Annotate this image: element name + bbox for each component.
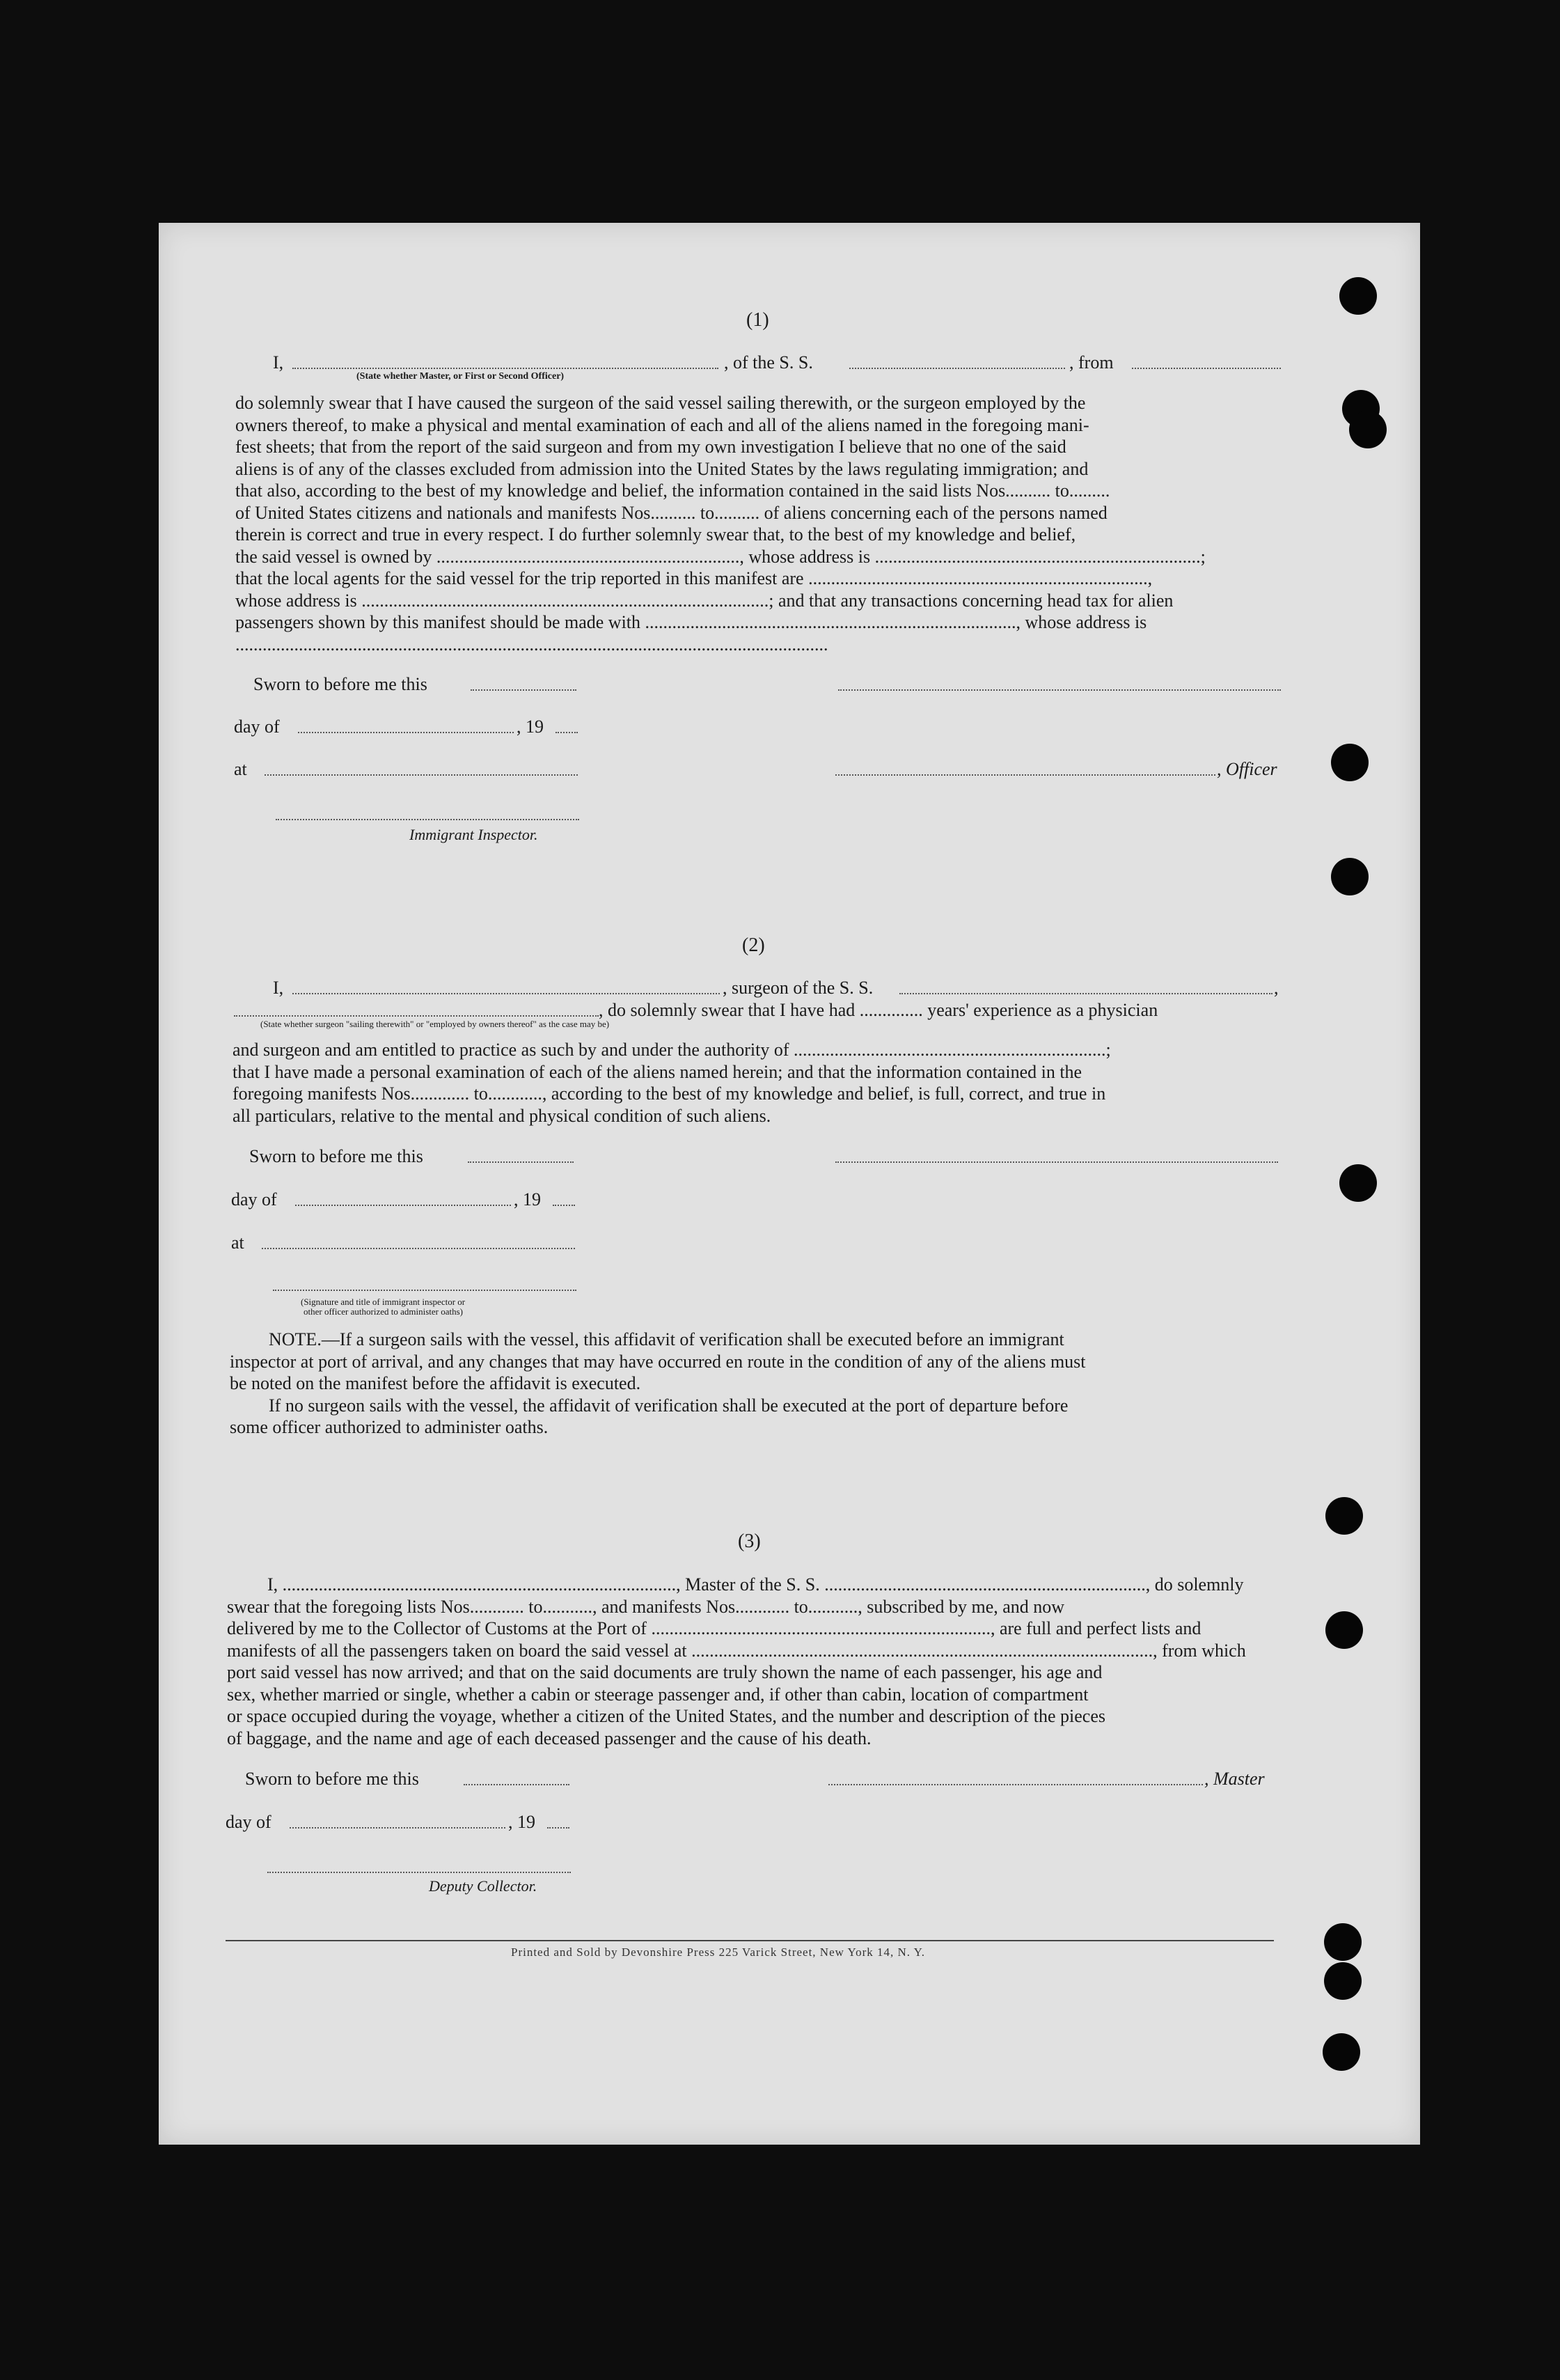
oath-line: of baggage, and the name and age of each deceased passenger and the cause of his death. bbox=[227, 1728, 872, 1748]
punch-hole bbox=[1349, 411, 1387, 448]
at-place-blank[interactable] bbox=[262, 1248, 575, 1249]
officer-title-blank[interactable] bbox=[835, 774, 1215, 776]
punch-hole bbox=[1324, 1962, 1362, 2000]
oath-line: of United States citizens and nationals and manifests Nos.......... to.......... of aliens concerning each of the persons named bbox=[235, 502, 1108, 523]
punch-hole bbox=[1323, 2033, 1360, 2071]
note-line: some officer authorized to administer oaths. bbox=[230, 1417, 549, 1437]
oath-line: fest sheets; that from the report of the said surgeon and from my own investigation I believe that no one of the said bbox=[235, 437, 1066, 457]
oath-line: passengers shown by this manifest should be made with .................................................................................., whose address is bbox=[235, 612, 1147, 632]
oath-line: swear that the foregoing lists Nos............ to..........., and manifests Nos............ to..........., subscribed by me, and now bbox=[227, 1596, 1065, 1617]
surgeon-of-ss-label: , surgeon of the S. S. bbox=[723, 978, 874, 998]
punch-hole bbox=[1324, 1923, 1362, 1961]
year-label: , 19 bbox=[514, 1189, 541, 1209]
punch-hole bbox=[1325, 1611, 1363, 1649]
officer-signature-line[interactable] bbox=[838, 689, 1281, 691]
day-of-blank[interactable] bbox=[295, 1205, 511, 1206]
day-of-label: day of bbox=[226, 1812, 271, 1832]
oath-line: whose address is ..........................................................................................; and that any transactions concerning head tax for alien bbox=[235, 590, 1174, 611]
note-line: If no surgeon sails with the vessel, the affidavit of verification shall be executed at the port of departure before bbox=[269, 1395, 1069, 1416]
signature-caption: other officer authorized to administer oaths) bbox=[304, 1306, 463, 1317]
oath-line: owners thereof, to make a physical and mental examination of each and all of the aliens named in the foregoing mani- bbox=[235, 414, 1089, 435]
year-label: , 19 bbox=[508, 1812, 535, 1832]
oath-line: that I have made a personal examination of each of the aliens named herein; and that the information contained in the bbox=[233, 1061, 1082, 1082]
oath-lead: I, bbox=[273, 978, 284, 998]
sworn-date-blank[interactable] bbox=[471, 689, 576, 691]
at-label: at bbox=[231, 1232, 244, 1253]
punch-hole bbox=[1339, 1164, 1377, 1202]
punch-hole bbox=[1325, 1497, 1363, 1535]
oath-line: the said vessel is owned by ..................................................................., whose address is ........................................................................; bbox=[235, 546, 1206, 567]
oath-line: delivered by me to the Collector of Customs at the Port of ..........................................................................., are full and perfect lists and bbox=[227, 1618, 1201, 1638]
surgeon-paragraph bbox=[233, 1039, 1279, 1127]
note-line: be noted on the manifest before the affidavit is executed. bbox=[230, 1373, 641, 1393]
oath-line: that also, according to the best of my knowledge and belief, the information contained in the said lists Nos.......... to......... bbox=[235, 480, 1110, 501]
punch-hole bbox=[1331, 858, 1369, 895]
oath-line: I, ......................................................................................., Master of the S. S. ......................................................................., do solemnly bbox=[267, 1574, 1244, 1595]
officer-caption: (State whether Master, or First or Second Officer) bbox=[356, 371, 565, 382]
year-label: , 19 bbox=[517, 717, 544, 737]
sworn-label: Sworn to before me this bbox=[253, 674, 427, 694]
footer-rule bbox=[226, 1940, 1274, 1941]
note-line: inspector at port of arrival, and any changes that may have occurred en route in the condition of any of the aliens must bbox=[230, 1351, 1086, 1372]
oath-line: or space occupied during the voyage, whether a citizen of the United States, and the number and description of the pieces bbox=[227, 1706, 1106, 1726]
from-port-blank[interactable] bbox=[1132, 368, 1281, 369]
deputy-signature-line[interactable] bbox=[267, 1872, 571, 1873]
master-label: , Master bbox=[1204, 1769, 1265, 1789]
comma: , bbox=[1274, 978, 1279, 998]
oath-line: therein is correct and true in every respect. I do further solemnly swear that, to the best of my knowledge and belief, bbox=[235, 524, 1076, 545]
section-number: (2) bbox=[742, 934, 765, 956]
officer-label: , Officer bbox=[1217, 759, 1277, 779]
inspector-caption: Immigrant Inspector. bbox=[409, 826, 538, 843]
surgeon-name-blank[interactable] bbox=[292, 993, 720, 994]
section-number: (3) bbox=[738, 1530, 761, 1552]
day-of-blank[interactable] bbox=[290, 1827, 505, 1829]
sworn-date-blank[interactable] bbox=[464, 1784, 569, 1785]
note-paragraph bbox=[230, 1329, 1277, 1439]
punch-hole bbox=[1339, 277, 1377, 315]
year-blank[interactable] bbox=[553, 1205, 575, 1206]
punch-hole bbox=[1331, 744, 1369, 781]
oath-line: manifests of all the passengers taken on board the said vessel at ......................................................................................................, from which bbox=[227, 1640, 1246, 1661]
oath-line: that the local agents for the said vessel for the trip reported in this manifest are ..........................................................................., bbox=[235, 568, 1153, 588]
sworn-date-blank[interactable] bbox=[468, 1161, 574, 1163]
oath-lead: I, bbox=[273, 352, 284, 373]
inspector-signature-line[interactable] bbox=[273, 1290, 576, 1291]
oath-line: all particulars, relative to the mental and physical condition of such aliens. bbox=[233, 1105, 771, 1126]
sworn-label: Sworn to before me this bbox=[249, 1146, 423, 1166]
officer-name-blank[interactable] bbox=[292, 368, 718, 369]
surgeon-vessel-blank[interactable] bbox=[899, 993, 1273, 994]
year-blank[interactable] bbox=[547, 1827, 569, 1829]
oath-line: port said vessel has now arrived; and that on the said documents are truly shown the name of each passenger, his age and bbox=[227, 1662, 1103, 1682]
surgeon-status-blank[interactable] bbox=[234, 1015, 599, 1017]
sworn-label: Sworn to before me this bbox=[245, 1769, 419, 1789]
of-the-ss-label: , of the S. S. bbox=[724, 352, 813, 373]
vessel-name-blank[interactable] bbox=[849, 368, 1065, 369]
day-of-blank[interactable] bbox=[298, 732, 514, 733]
deputy-caption: Deputy Collector. bbox=[429, 1877, 537, 1895]
oath-line: and surgeon and am entitled to practice as such by and under the authority of .....................................................................; bbox=[233, 1040, 1111, 1060]
at-place-blank[interactable] bbox=[265, 774, 578, 776]
surgeon-signature-line[interactable] bbox=[835, 1161, 1278, 1163]
day-of-label: day of bbox=[234, 717, 280, 737]
inspector-signature-line[interactable] bbox=[276, 819, 579, 820]
master-paragraph bbox=[227, 1574, 1275, 1749]
master-signature-line[interactable] bbox=[828, 1784, 1203, 1785]
oath-line: ................................................................................................................................... bbox=[235, 634, 828, 655]
printer-imprint: Printed and Sold by Devonshire Press 225 Varick Street, New York 14, N. Y. bbox=[511, 1946, 925, 1959]
oath-line: sex, whether married or single, whether a cabin or steerage passenger and, if other than cabin, location of compartment bbox=[227, 1684, 1089, 1705]
oath-paragraph-1 bbox=[235, 392, 1282, 655]
from-label: , from bbox=[1069, 352, 1114, 373]
note-line: NOTE.—If a surgeon sails with the vessel, this affidavit of verification shall be executed before an immigrant bbox=[269, 1329, 1064, 1349]
at-label: at bbox=[234, 759, 247, 779]
section-number: (1) bbox=[746, 309, 769, 331]
signature-caption: (Signature and title of immigrant inspector or bbox=[301, 1297, 466, 1307]
oath-line: foregoing manifests Nos............. to............, according to the best of my knowledge and belief, is full, correct, and true in bbox=[233, 1083, 1106, 1104]
oath-line: aliens is of any of the classes excluded from admission into the United States by the laws regulating immigration; and bbox=[235, 458, 1089, 479]
surgeon-caption: (State whether surgeon "sailing therewith" or "employed by owners thereof" as the case may be) bbox=[260, 1019, 610, 1029]
surgeon-experience-line: , do solemnly swear that I have had .............. years' experience as a physician bbox=[599, 1000, 1158, 1020]
oath-line: do solemnly swear that I have caused the surgeon of the said vessel sailing therewith, or the surgeon employed by the bbox=[235, 393, 1086, 413]
day-of-label: day of bbox=[231, 1189, 277, 1209]
year-blank[interactable] bbox=[556, 732, 578, 733]
